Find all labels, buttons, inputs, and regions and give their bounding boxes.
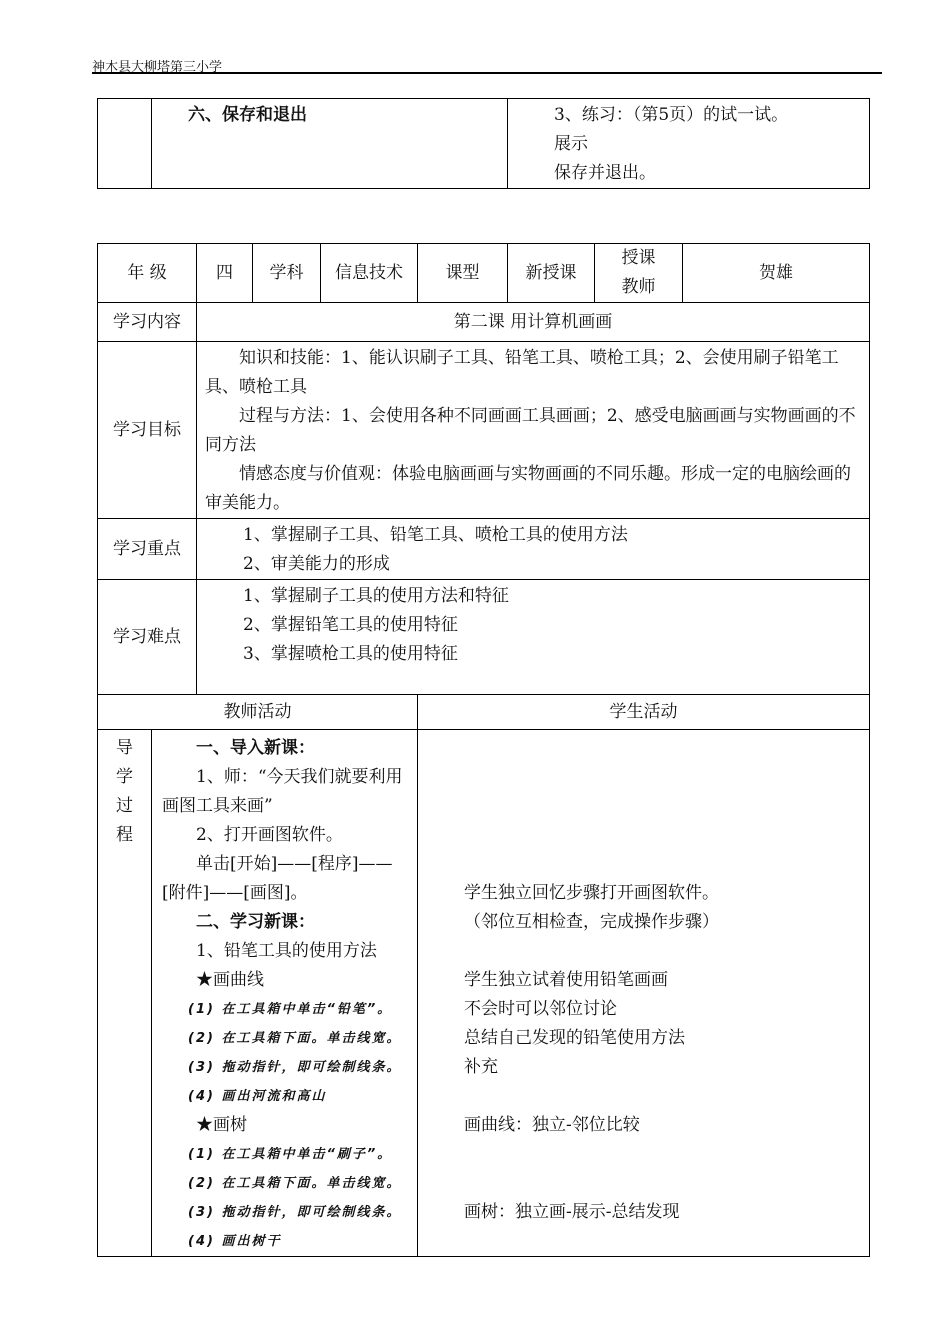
- type-label: 课型: [418, 244, 508, 303]
- subject-value: 信息技术: [321, 244, 418, 303]
- student-spacer: [464, 937, 869, 966]
- school-header: 神木县大柳塔第三小学: [92, 60, 223, 75]
- teacher-line: (4) 画出河流和高山: [188, 1089, 327, 1104]
- teacher-line: (1) 在工具箱中单击“铅笔”。: [188, 1002, 393, 1017]
- difficulty-line: 3、掌握喷枪工具的使用特征: [243, 644, 458, 664]
- type-value: 新授课: [508, 244, 595, 303]
- student-spacer: [464, 1082, 869, 1111]
- goals-cell: [197, 342, 870, 519]
- key-points-label: 学习重点: [98, 519, 197, 580]
- teacher-label: [595, 244, 683, 303]
- teacher-line: 一、导入新课：: [196, 738, 315, 758]
- difficulty-line: 1、掌握刷子工具的使用方法和特征: [243, 586, 509, 606]
- goal-paragraph: 知识和技能：1、能认识刷子工具、铅笔工具、喷枪工具；2、会使用刷子铅笔工具、喷枪工具: [205, 348, 839, 397]
- grade-label: 年 级: [98, 244, 197, 303]
- teacher-line: (1) 在工具箱中单击“刷子”。: [188, 1147, 393, 1162]
- student-line: 画树：独立画-展示-总结发现: [464, 1202, 680, 1222]
- top-table: [97, 98, 870, 189]
- teacher-line: ★画曲线: [196, 970, 264, 990]
- student-line: 学生独立回忆步骤打开画图软件。: [464, 883, 719, 903]
- teacher-line: 单击[开始]——[程序]——[附件]——[画图]。: [162, 854, 393, 903]
- top-right-line: 展示: [554, 134, 588, 154]
- process-label: [98, 730, 152, 1257]
- student-activity-cell: [418, 730, 870, 1257]
- top-right-cell: [508, 99, 870, 189]
- process-char: 导: [116, 738, 133, 758]
- teacher-line: 二、学习新课：: [196, 912, 315, 932]
- teacher-line: (4) 画出树干: [188, 1234, 282, 1249]
- teacher-line: (3) 拖动指针，即可绘制线条。: [188, 1060, 402, 1075]
- content-value: 第二课 用计算机画画: [197, 303, 870, 342]
- student-line: 画曲线：独立-邻位比较: [464, 1115, 640, 1135]
- top-left-cell: [152, 99, 508, 189]
- teacher-activity-header: 教师活动: [98, 695, 418, 730]
- lesson-table: [97, 243, 870, 1257]
- teacher-activity-cell: [152, 730, 418, 1257]
- teacher-line: (3) 拖动指针，即可绘制线条。: [188, 1205, 402, 1220]
- teacher-label-line: 教师: [621, 277, 656, 297]
- difficulty-line: 2、掌握铅笔工具的使用特征: [243, 615, 458, 635]
- student-line: 总结自己发现的铅笔使用方法: [464, 1028, 685, 1048]
- student-spacer: [464, 1140, 869, 1198]
- student-line: 不会时可以邻位讨论: [464, 999, 617, 1019]
- teacher-line: 1、师：“今天我们就要利用画图工具来画”: [162, 767, 403, 816]
- teacher-line: 2、打开画图软件。: [196, 825, 343, 845]
- key-point-line: 2、审美能力的形成: [243, 554, 390, 574]
- teacher-line: (2) 在工具箱下面。单击线宽。: [188, 1031, 402, 1046]
- header-rule: [92, 72, 882, 74]
- top-right-line: 3、练习：（第5页）的试一试。: [554, 105, 789, 125]
- student-spacer: [464, 734, 869, 879]
- key-points-cell: [197, 519, 870, 580]
- section-title: 六、保存和退出: [188, 105, 307, 125]
- student-line: 补充: [464, 1057, 498, 1077]
- top-right-line: 保存并退出。: [554, 163, 656, 183]
- teacher-value: 贺雄: [683, 244, 870, 303]
- content-label: 学习内容: [98, 303, 197, 342]
- goal-paragraph: 过程与方法：1、会使用各种不同画画工具画画；2、感受电脑画画与实物画画的不同方法: [205, 406, 856, 455]
- grade-value: 四: [197, 244, 253, 303]
- teacher-line: (2) 在工具箱下面。单击线宽。: [188, 1176, 402, 1191]
- difficulties-label: 学习难点: [98, 580, 197, 695]
- subject-label: 学科: [253, 244, 321, 303]
- key-point-line: 1、掌握刷子工具、铅笔工具、喷枪工具的使用方法: [243, 525, 628, 545]
- student-line: （邻位互相检查，完成操作步骤）: [464, 912, 719, 932]
- student-activity-header: 学生活动: [418, 695, 870, 730]
- teacher-label-line: 授课: [621, 248, 656, 268]
- student-line: 学生独立试着使用铅笔画画: [464, 970, 668, 990]
- teacher-line: ★画树: [196, 1115, 247, 1135]
- process-char: 学: [116, 767, 133, 787]
- goals-label: 学习目标: [98, 342, 197, 519]
- teacher-line: 1、铅笔工具的使用方法: [196, 941, 377, 961]
- process-char: 过: [116, 796, 133, 816]
- difficulties-cell: [197, 580, 870, 695]
- top-empty-cell: [98, 99, 152, 189]
- goal-paragraph: 情感态度与价值观：体验电脑画画与实物画画的不同乐趣。形成一定的电脑绘画的审美能力。: [205, 464, 851, 513]
- process-char: 程: [116, 825, 133, 845]
